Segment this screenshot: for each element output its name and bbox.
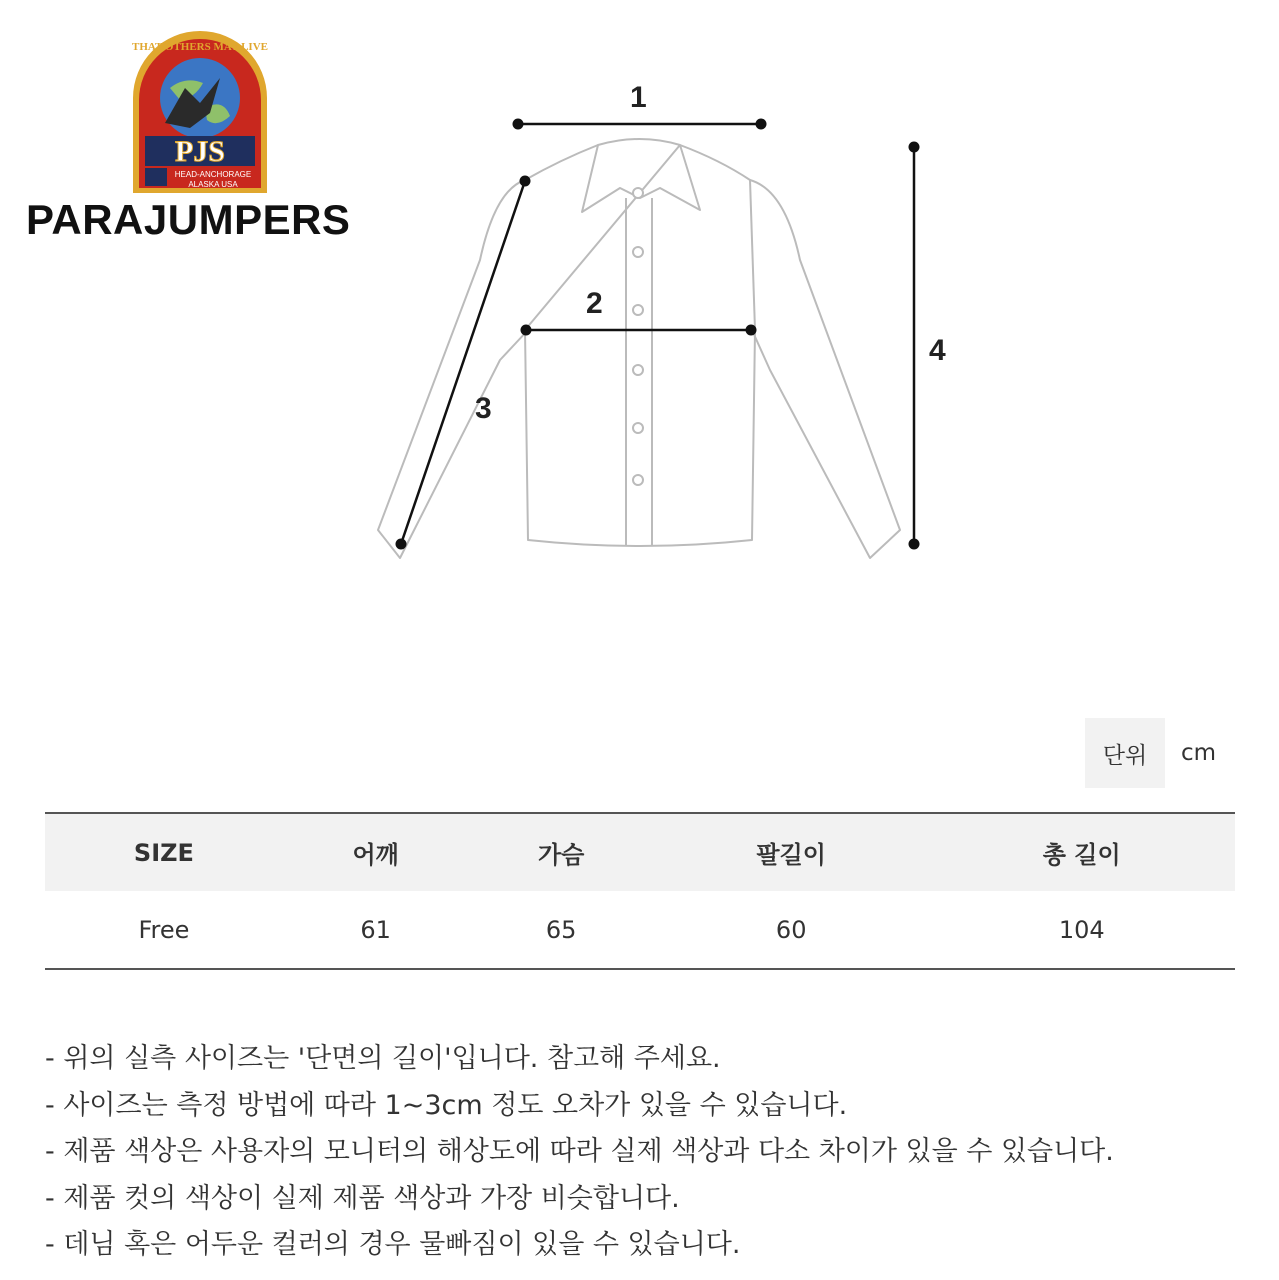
measure-endpoint <box>521 325 532 336</box>
note-item: - 사이즈는 측정 방법에 따라 1~3cm 정도 오차가 있을 수 있습니다. <box>45 1089 848 1121</box>
table-header-row <box>45 813 1235 891</box>
shirt-button <box>633 188 643 198</box>
measure-endpoint <box>520 176 531 187</box>
shirt-right-sleeve <box>750 180 900 558</box>
note-item: - 제품 컷의 색상이 실제 제품 색상과 가장 비슷합니다. <box>45 1182 680 1214</box>
table-row <box>45 891 1235 969</box>
cell-sleeve: 60 <box>654 891 928 969</box>
shirt-button <box>633 305 643 315</box>
unit-indicator <box>1085 718 1216 788</box>
cell-chest: 65 <box>468 891 654 969</box>
cell-total-length: 104 <box>928 891 1235 969</box>
measure-endpoint <box>396 539 407 550</box>
label-3: 3 <box>475 392 492 425</box>
badge-line-1: HEAD-ANCHORAGE <box>174 170 252 179</box>
label-4: 4 <box>929 334 946 367</box>
shirt-measurement-diagram <box>360 70 960 590</box>
header-size: SIZE <box>45 813 283 891</box>
header-shoulder: 어깨 <box>283 813 469 891</box>
notes-list <box>45 1036 1114 1269</box>
badge-letters: PJS <box>174 135 226 168</box>
note-item: - 데님 혹은 어두운 컬러의 경우 물빠짐이 있을 수 있습니다. <box>45 1229 741 1260</box>
measure-endpoint <box>756 119 767 130</box>
measure-endpoint <box>746 325 757 336</box>
measure-endpoint <box>909 142 920 153</box>
brand-name: PARAJUMPERS <box>26 196 351 243</box>
shirt-button <box>633 423 643 433</box>
header-sleeve: 팔길이 <box>654 813 928 891</box>
size-table <box>45 812 1235 970</box>
sleeve-measure-line <box>401 181 525 544</box>
pjs-badge-logo <box>125 28 275 198</box>
header-total-length: 총 길이 <box>928 813 1235 891</box>
measure-endpoint <box>513 119 524 130</box>
note-item: - 위의 실측 사이즈는 '단면의 길이'입니다. 참고해 주세요. <box>45 1043 721 1074</box>
shirt-collar <box>582 139 700 212</box>
measure-endpoint <box>909 539 920 550</box>
shirt-button <box>633 365 643 375</box>
shirt-button <box>633 475 643 485</box>
shirt-body <box>525 145 755 546</box>
unit-label: 단위 <box>1085 718 1165 788</box>
unit-value: cm <box>1181 740 1217 766</box>
label-2: 2 <box>586 287 603 320</box>
badge-arc-text: THAT OTHERS MAY LIVE <box>131 41 269 53</box>
badge-line-2: ALASKA USA <box>188 180 238 189</box>
note-item: - 제품 색상은 사용자의 모니터의 해상도에 따라 실제 색상과 다소 차이가 있을 수 있습니다. <box>45 1136 1114 1167</box>
cell-size: Free <box>45 891 283 969</box>
shirt-button <box>633 247 643 257</box>
brand-logo <box>20 28 365 248</box>
cell-shoulder: 61 <box>283 891 469 969</box>
label-1: 1 <box>630 81 647 114</box>
header-chest: 가슴 <box>468 813 654 891</box>
